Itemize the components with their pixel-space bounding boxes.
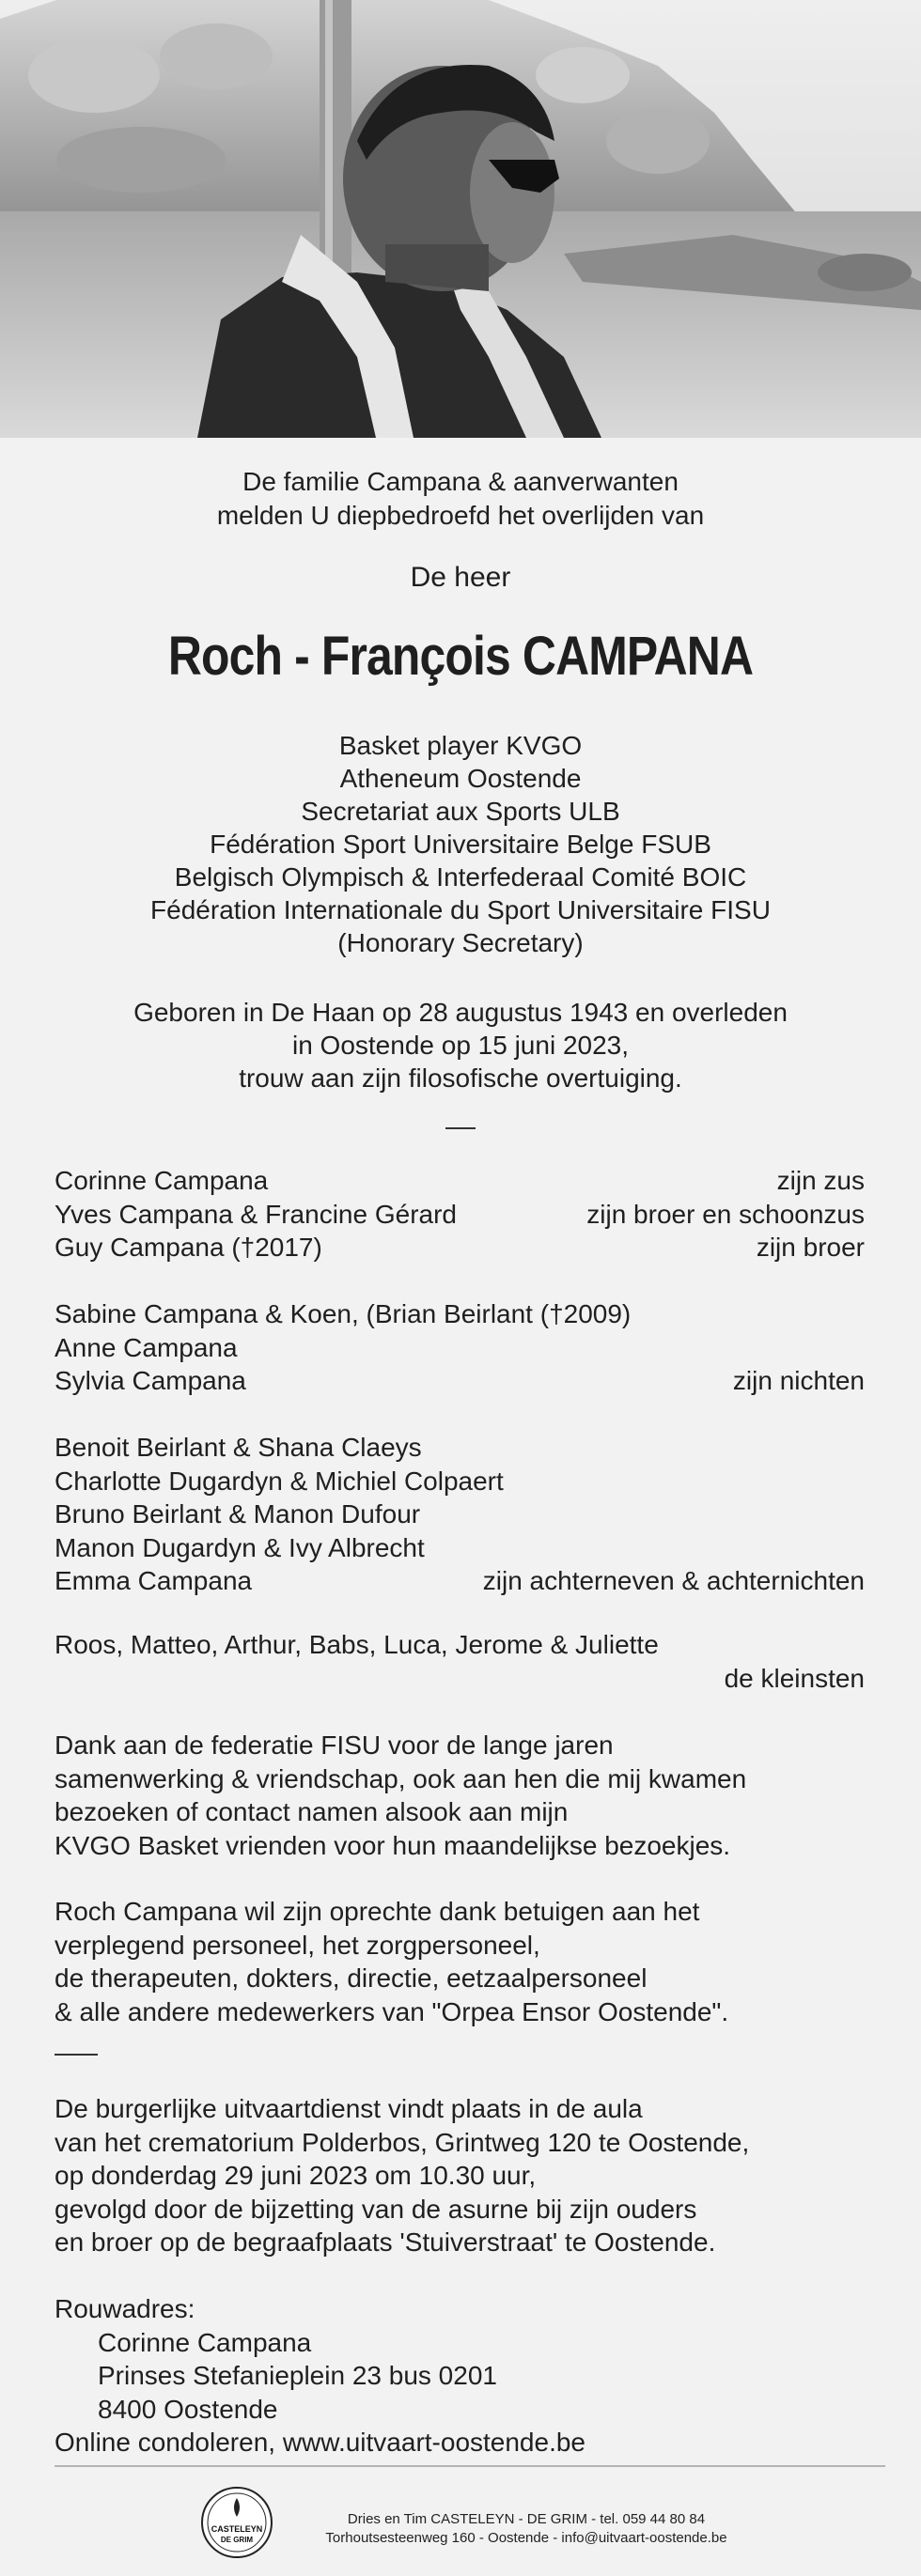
siblings-list (55, 1164, 865, 1265)
paragraph-line: gevolgd door de bijzetting van de asurne bij zijn ouders (55, 2194, 697, 2224)
family-row (55, 1297, 865, 1331)
title-line: Basket player KVGO (338, 731, 583, 760)
birth-death-text (0, 996, 921, 1094)
family-name: Sabine Campana & Koen, (Brian Beirlant (†2009) (55, 1299, 632, 1328)
service-paragraph (55, 2092, 882, 2259)
title-line: Secretariat aux Sports ULB (301, 797, 620, 826)
online-condolence-link[interactable]: Online condoleren, www.uitvaart-oostende.be (55, 2428, 586, 2457)
intro-line: melden U diepbedroefd het overlijden van (216, 501, 705, 530)
family-row (55, 1331, 865, 1365)
family-row (55, 1531, 865, 1565)
family-name: Roos, Matteo, Arthur, Babs, Luca, Jerome & Juliette (55, 1630, 659, 1659)
family-name: Corinne Campana (55, 1166, 269, 1195)
intro-line: De familie Campana & aanverwanten (242, 467, 679, 496)
address-city: 8400 Oostende (98, 2394, 278, 2424)
paragraph-line: van het crematorium Polderbos, Grintweg 120 te Oostende, (55, 2127, 750, 2157)
family-relation: zijn broer (756, 1233, 865, 1262)
birth-line: Geboren in De Haan op 28 augustus 1943 en overleden (133, 998, 788, 1027)
logo-text-top: CASTELEYN (211, 2524, 263, 2534)
titles-list (0, 729, 921, 959)
address-street: Prinses Stefanieplein 23 bus 0201 (98, 2361, 497, 2390)
deceased-name: Roch - François CAMPANA (167, 626, 754, 687)
nieces-list (55, 1297, 865, 1398)
family-relation: zijn nichten (732, 1366, 865, 1395)
birth-line: in Oostende op 15 juni 2023, (291, 1031, 630, 1060)
family-relation: zijn zus (776, 1166, 865, 1195)
family-relation: zijn achterneven & achternichten (482, 1566, 865, 1595)
footer-line: Dries en Tim CASTELEYN - DE GRIM - tel. 059 44 80 84 (347, 2511, 706, 2527)
paragraph-line: samenwerking & vriendschap, ook aan hen die mij kwamen (55, 1763, 747, 1793)
paragraph-line: de therapeuten, dokters, directie, eetzaalpersoneel (55, 1963, 648, 1993)
title-line: (Honorary Secretary) (337, 928, 584, 957)
family-name: Manon Dugardyn & Ivy Albrecht (55, 1532, 425, 1562)
paragraph-line: verplegend personeel, het zorgpersoneel, (55, 1930, 540, 1960)
paragraph-line: Dank aan de federatie FISU voor de lange jaren (55, 1730, 614, 1760)
family-row (55, 1628, 865, 1662)
paragraph-line: De burgerlijke uitvaartdienst vindt plaats in de aula (55, 2094, 643, 2123)
family-row (55, 1497, 865, 1531)
family-row (55, 1364, 865, 1398)
paragraph-line: KVGO Basket vrienden voor hun maandelijkse bezoekjes. (55, 1830, 731, 1860)
family-row (55, 1198, 865, 1232)
separator-dash (445, 1127, 476, 1129)
title-line: Atheneum Oostende (339, 764, 582, 793)
paragraph-line: bezoeken of contact namen alsook aan mijn (55, 1797, 569, 1826)
family-row (55, 1231, 865, 1265)
mourning-address (55, 2292, 882, 2460)
family-name: Sylvia Campana (55, 1366, 246, 1395)
grandnephews-list (55, 1431, 865, 1598)
thanks-paragraph-fisu (55, 1729, 882, 1862)
title-line: Belgisch Olympisch & Interfederaal Comité BOIC (174, 862, 747, 892)
family-name: Bruno Beirlant & Manon Dufour (55, 1499, 421, 1529)
funeral-home-contact (310, 2510, 742, 2548)
paragraph-line: Roch Campana wil zijn oprechte dank betuigen aan het (55, 1897, 700, 1926)
intro-text (0, 465, 921, 533)
footer-divider (55, 2465, 885, 2467)
title-line: Fédération Sport Universitaire Belge FSUB (210, 830, 711, 859)
family-name: Guy Campana (†2017) (55, 1233, 322, 1262)
family-row (55, 1431, 865, 1465)
family-name: Emma Campana (55, 1566, 253, 1595)
thanks-paragraph-care (55, 1895, 882, 2028)
family-name: Charlotte Dugardyn & Michiel Colpaert (55, 1466, 504, 1496)
paragraph-line: en broer op de begraafplaats 'Stuiverstraat' te Oostende. (55, 2227, 716, 2257)
funeral-home-logo (199, 2485, 274, 2560)
family-name: Benoit Beirlant & Shana Claeys (55, 1433, 422, 1462)
grandchildren-list (55, 1628, 865, 1695)
family-name: Yves Campana & Francine Gérard (55, 1199, 457, 1229)
title-line: Fédération Internationale du Sport Universitaire FISU (150, 895, 771, 924)
family-row (55, 1465, 865, 1498)
portrait-photo (0, 0, 921, 438)
separator-dash (55, 2054, 98, 2056)
birth-line: trouw aan zijn filosofische overtuiging. (239, 1063, 682, 1093)
family-row (55, 1164, 865, 1198)
honorific: De heer (410, 562, 511, 593)
address-name: Corinne Campana (98, 2327, 312, 2357)
family-row (55, 1564, 865, 1598)
family-name: Anne Campana (55, 1332, 238, 1362)
address-label: Rouwadres: (55, 2294, 195, 2323)
logo-text-bottom: DE GRIM (220, 2536, 254, 2544)
footer-line: Torhoutsesteenweg 160 - Oostende - info@uitvaart-oostende.be (325, 2530, 727, 2546)
family-row (55, 1662, 865, 1696)
family-relation: zijn broer en schoonzus (586, 1199, 865, 1229)
family-relation: de kleinsten (724, 1663, 865, 1693)
paragraph-line: op donderdag 29 juni 2023 om 10.30 uur, (55, 2161, 537, 2190)
paragraph-line: & alle andere medewerkers van "Orpea Ensor Oostende". (55, 1996, 729, 2026)
